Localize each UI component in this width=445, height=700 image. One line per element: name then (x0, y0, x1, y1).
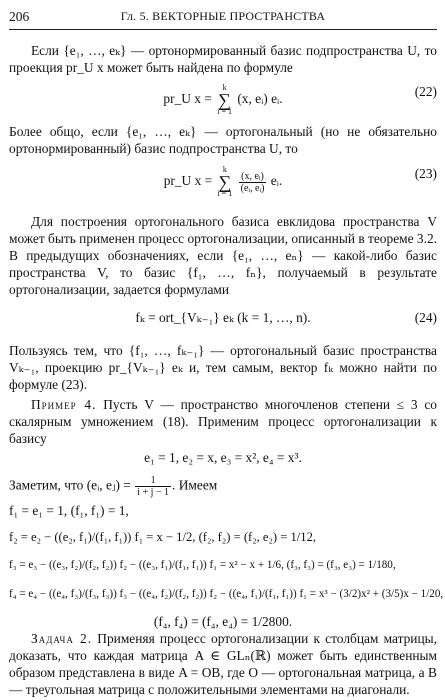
note-fraction: $\frac{1}{i + j - 1}$ (137, 475, 170, 498)
chapter-title: Гл. 5. ВЕКТОРНЫЕ ПРОСТРАНСТВА (120, 9, 326, 23)
page-header (9, 7, 437, 30)
summation-sign: k ∑ i = 1 (217, 165, 233, 198)
summation-sign: k ∑ i = 1 (217, 83, 232, 116)
equation-number-23: (23) (414, 166, 437, 181)
eq23-lhs: pr_U x = (163, 173, 213, 189)
example-4 (9, 396, 437, 447)
equation-24 (9, 304, 437, 338)
paragraph-projection-usage: Пользуясь тем, что {f₁, …, fₖ₋₁} — ортогональный базис пространства Vₖ₋₁, проекцию pr_{Vₖ₋₁} eₖ и, тем самым, вектор fₖ можно найти по формуле (23). (9, 343, 437, 392)
eq24-formula: fₖ = ort_{Vₖ₋₁} eₖ (k = 1, …, n). (135, 310, 311, 325)
equation-number-24: (24) (414, 310, 437, 325)
calc-f1: f₁ = e₁ = 1, (f₁, f₁) = 1, (9, 503, 129, 518)
eq23-fraction: $\frac{\text{(x, eᵢ)}}{\text{(eᵢ, eᵢ)}}$ (240, 170, 265, 194)
equation-number-22: (22) (414, 84, 437, 99)
eq22-rhs: (x, eᵢ) eᵢ. (237, 91, 283, 107)
problem-label: Задача 2. (31, 631, 93, 646)
calc-f3: f₃ = e₃ − ((e₃, f₂)/(f₂, f₂)) f₂ − ((e₃, f₁)/(f₁, f₁)) f₁ = x² − x + 1/6, (f₃, f₃) = (f₃, e₃) = 1/180, (9, 559, 396, 571)
eq23-rhs: eᵢ. (270, 173, 283, 189)
equation-23 (9, 160, 437, 198)
note-line: Заметим, что (eᵢ, eⱼ) = $\frac{1}{i + j - 1}$ . Имеем (9, 475, 218, 498)
calc-f4: f₄ = e₄ − ((e₄, f₃)/(f₃, f₃)) f₃ − ((e₄, f₂)/(f₂, f₂)) f₂ − ((e₄, f₁)/(f₁, f₁)) f₁ = x³ − (3/2)x² + (3/5)x − 1/20, (9, 588, 444, 600)
paragraph-orthogonalization: Для построения ортогонального базиса евклидова пространства V может быть применен процесс ортогонализации, описанный в теореме 3.2. В предыдущих обозначениях, если {e₁, …, eₙ} — какой-либо базис пространства V, то базис {f₁, …, fₙ}, получаемый в результате ортогонализации, задается формулами (9, 214, 437, 297)
page-number: 206 (9, 9, 30, 24)
example-label: Пример 4. (31, 397, 97, 412)
problem-2 (9, 630, 437, 698)
eq22-lhs: pr_U x = (163, 91, 212, 107)
basis-line: e₁ = 1, e₂ = x, e₃ = x², e₄ = x³. (144, 450, 302, 465)
paragraph-orthonormal-projection: Если {e₁, …, eₖ} — ортонормированный базис подпространства U, то проекция pr_U x может быть найдена по формуле (9, 43, 437, 75)
calc-f4-norm: (f₄, f₄) = (f₄, e₄) = 1/2800. (153, 614, 293, 629)
equation-22 (9, 78, 437, 116)
calc-f2: f₂ = e₂ − ((e₂, f₁)/(f₁, f₁)) f₁ = x − 1/2, (f₂, f₂) = (f₂, e₂) = 1/12, (9, 530, 317, 544)
paragraph-orthogonal-case: Более общо, если {e₁, …, eₖ} — ортогональный (но не обязательно ортонормированный) базис подпространства U, то (9, 124, 437, 156)
example-text: Пусть V — пространство многочленов степени ≤ 3 со скалярным умножением (18). Применим процесс ортогонализации к базису (9, 397, 437, 446)
problem-text: Применяя процесс ортогонализации к столбцам матрицы, доказать, что каждая матрица A ∈ GLₙ(ℝ) может быть единственным образом представлена в виде A = OB, где O — ортогональная матрица, а B — треугольная матрица с положительными элементами на диагонали. (9, 631, 437, 697)
